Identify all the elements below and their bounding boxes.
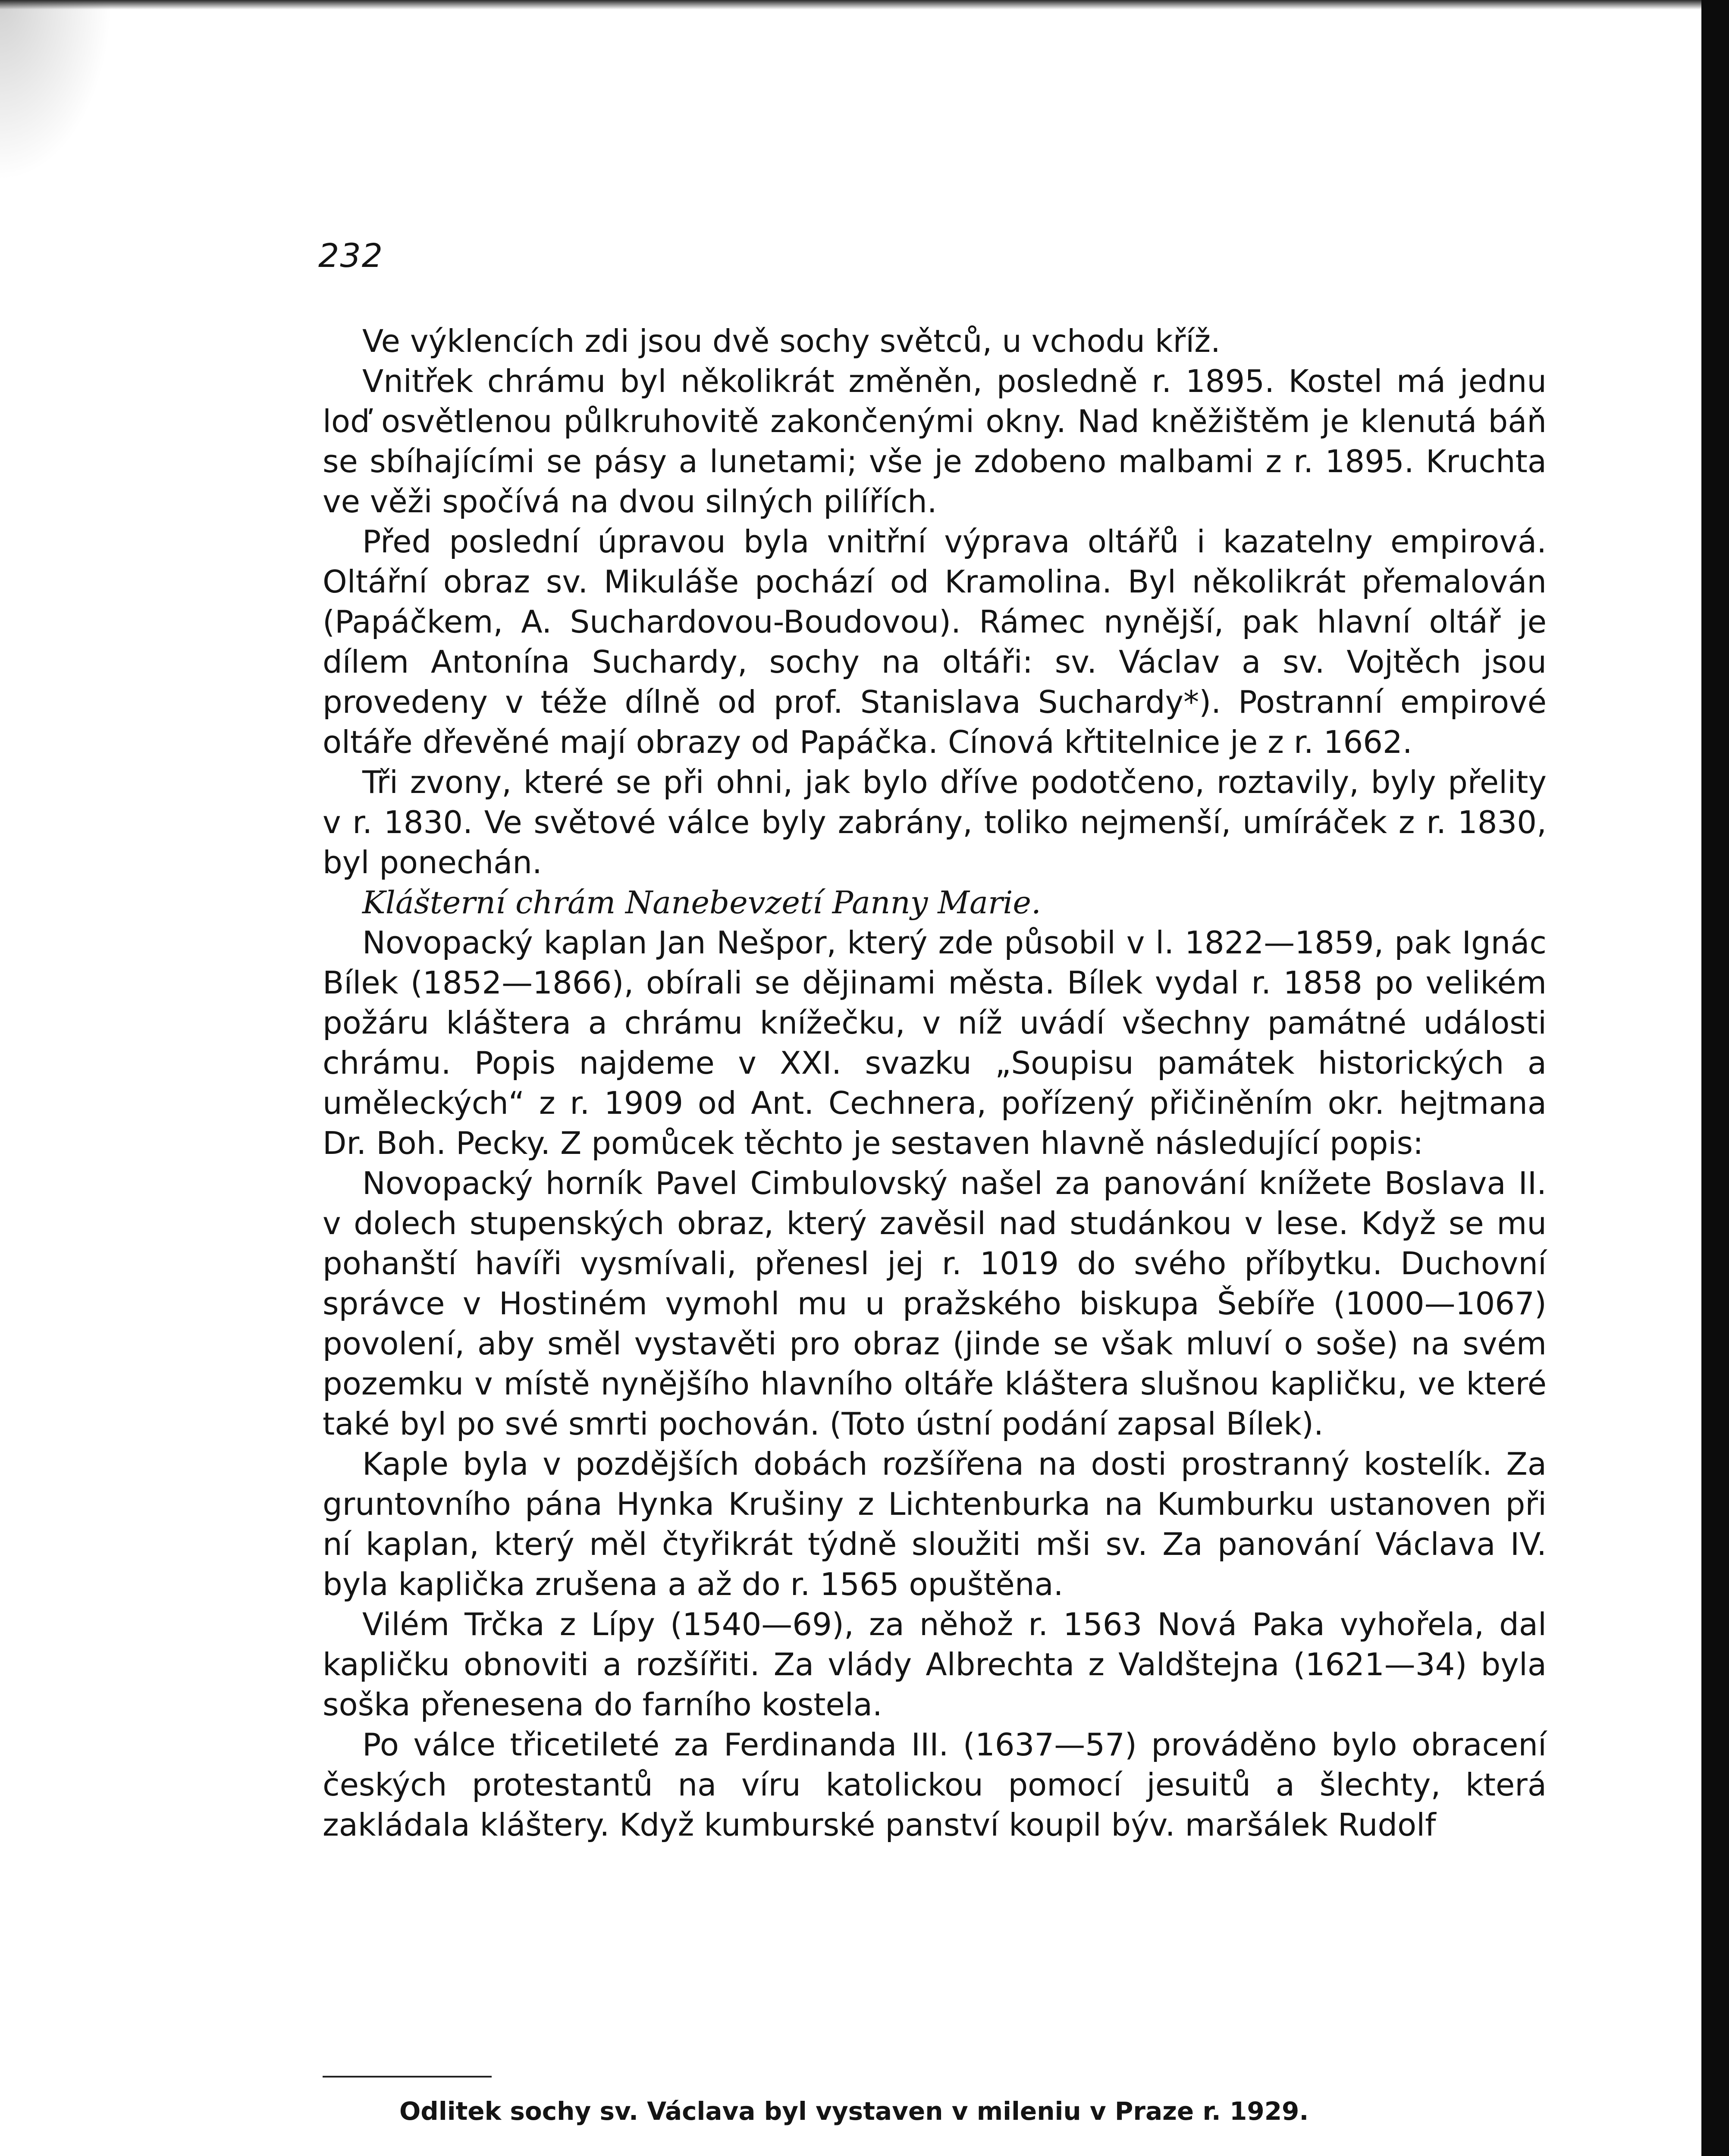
body-text <box>323 321 1547 1845</box>
page-number: 232 <box>318 236 384 275</box>
paragraph-bells: Tři zvony, které se při ohni, jak bylo dříve podotčeno, roztavily, byly přelity v r. 1830. Ve světové válce byly zabrány, toliko nejmenší, umíráček z r. 1830, byl ponechán. <box>323 764 1547 881</box>
paragraph-altars: Před poslední úpravou byla vnitřní výprava oltářů i kazatelny empirová. Oltářní obraz sv. Mikuláše pochází od Kramolina. Byl několikrát přemalován (Papáčkem, A. Suchardovou-Boudovou). Rámec nynější, pak hlavní oltář je dílem Antonína Suchardy, sochy na oltáři: sv. Václav a sv. Vojtěch jsou provedeny v téže dílně od prof. Stanislava Suchardy*). Postranní empirové oltáře dřevěné mají obrazy od Papáčka. Cínová křtitelnice je z r. 1662. <box>323 523 1547 760</box>
paragraph-thirty-years-war: Po válce třicetileté za Ferdinanda III. (1637—57) prováděno bylo obracení českých protestantů na víru katolickou pomocí jesuitů a šlechty, která zakládala kláštery. Když kumburské panství koupil býv. maršálek Rudolf <box>323 1727 1547 1843</box>
scan-top-edge <box>0 0 1729 9</box>
paragraph-legend: Novopacký horník Pavel Cimbulovský našel za panování knížete Boslava II. v dolech stupenských obraz, který zavěsil nad studánkou v lese. Když se mu pohanští havíři vysmívali, přenesl jej r. 1019 do svého příbytku. Duchovní správce v Hostiném vymohl mu u pražského biskupa Šebíře (1000—1067) povolení, aby směl vystavěti pro obraz (jinde se však mluví o soše) na svém pozemku v místě nynějšího hlavního oltáře kláštera slušnou kapličku, ve které také byl po své smrti pochován. (Toto ústní podání zapsal Bílek). <box>323 1165 1547 1442</box>
footnote: Odlitek sochy sv. Václava byl vystaven v mileniu v Praze r. 1929. <box>399 2096 1309 2126</box>
scan-shadow <box>0 0 112 181</box>
paragraph-trcka: Vilém Trčka z Lípy (1540—69), za něhož r. 1563 Nová Paka vyhořela, dal kapličku obnoviti a rozšířiti. Za vlády Albrechta z Valdštejna (1621—34) byla soška přenesena do farního kostela. <box>323 1606 1547 1723</box>
paragraph-interior: Vnitřek chrámu byl několikrát změněn, posledně r. 1895. Kostel má jednu loď osvětlenou půlkruhovitě zakončenými okny. Nad kněžištěm je klenutá báň se sbíhajícími se pásy a lunetami; vše je zdobeno malbami z r. 1895. Kruchta ve věži spočívá na dvou silných pilířích. <box>323 363 1547 520</box>
paragraph-sources: Novopacký kaplan Jan Nešpor, který zde působil v l. 1822—1859, pak Ignác Bílek (1852—1866), obírali se dějinami města. Bílek vydal r. 1858 po velikém požáru kláštera a chrámu knížečku, v níž uvádí všechny památné události chrámu. Popis najdeme v XXI. svazku „Soupisu památek historických a uměleckých“ z r. 1909 od Ant. Cechnera, pořízený přičiněním okr. hejtmana Dr. Boh. Pecky. Z pomůcek těchto je sestaven hlavně následující popis: <box>323 924 1547 1161</box>
section-heading: Klášterní chrám Nanebevzetí Panny Marie. <box>362 884 1041 921</box>
paragraph-chapel: Kaple byla v pozdějších dobách rozšířena na dosti prostranný kostelík. Za gruntovního pána Hynka Krušiny z Lichtenburka na Kumburku ustanoven při ní kaplan, který měl čtyřikrát týdně sloužiti mši sv. Za panování Václava IV. byla kaplička zrušena a až do r. 1565 opuštěna. <box>323 1446 1547 1602</box>
scan-right-edge <box>1701 0 1729 2156</box>
paragraph-niches: Ve výklencích zdi jsou dvě sochy světců, u vchodu kříž. <box>362 323 1221 359</box>
footnote-divider <box>323 2076 492 2078</box>
